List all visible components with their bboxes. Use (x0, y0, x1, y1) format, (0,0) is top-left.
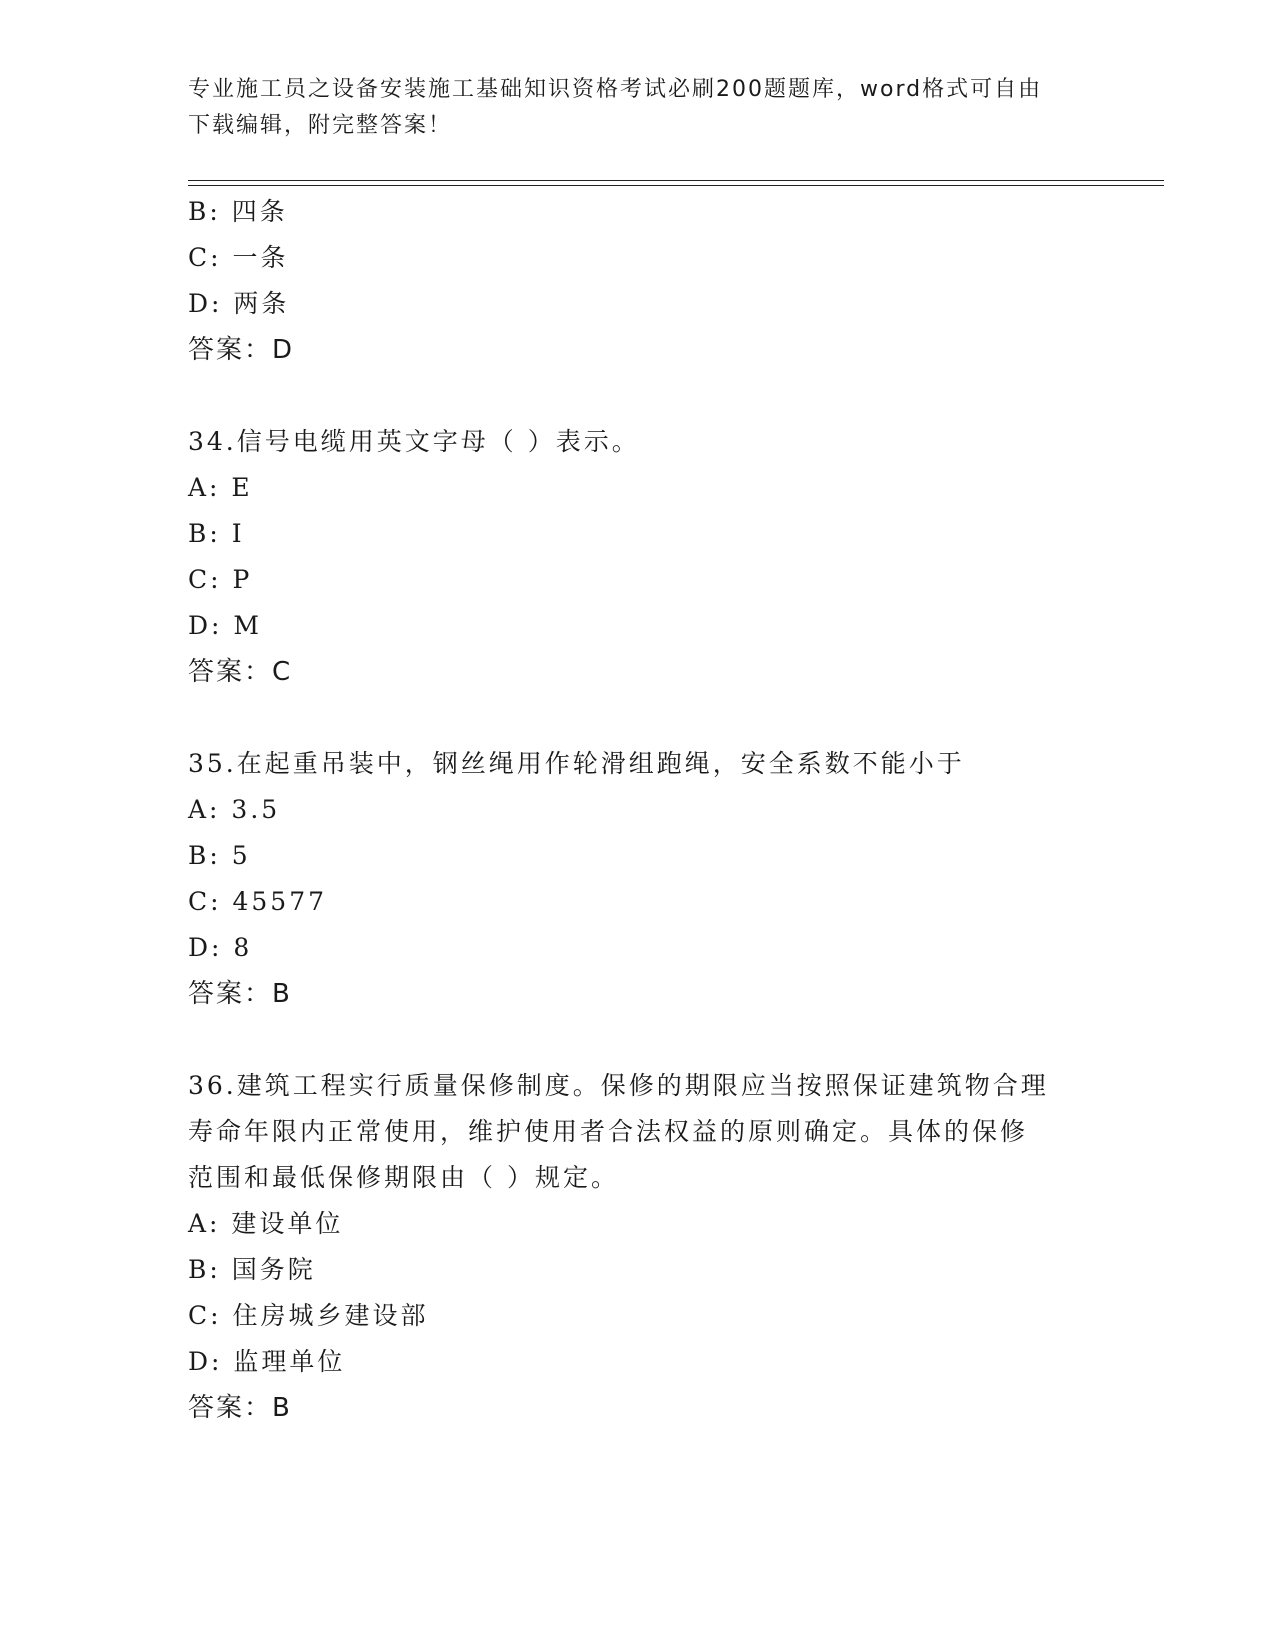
question-36 (188, 1063, 1088, 1431)
header-line-1: 专业施工员之设备安装施工基础知识资格考试必刷200题题库，word格式可自由 (188, 77, 1043, 102)
question-text: 35.在起重吊装中，钢丝绳用作轮滑组跑绳，安全系数不能小于 (188, 749, 965, 778)
spacer (188, 1017, 1088, 1063)
option-b: B: I (188, 519, 245, 548)
question-34 (188, 419, 1088, 695)
option-a: A: 3.5 (188, 795, 281, 824)
question-text: 36.建筑工程实行质量保修制度。保修的期限应当按照保证建筑物合理 寿命年限内正常使用，维护使用者合法权益的原则确定。具体的保修 范围和最低保修期限由（ ）规定。 (188, 1071, 1049, 1192)
option-d: D: M (188, 611, 263, 640)
answer-label: 答案：D (188, 335, 295, 365)
document-header (188, 72, 1088, 144)
option-c: C: 一条 (188, 243, 289, 272)
prev-question-block (188, 189, 1088, 373)
spacer (188, 373, 1088, 419)
option-b: B: 四条 (188, 197, 288, 226)
question-content (188, 189, 1088, 1431)
option-a: A: 建设单位 (188, 1209, 344, 1238)
header-rule-bottom (188, 185, 1164, 186)
option-c: C: 住房城乡建设部 (188, 1301, 429, 1330)
option-d: D: 两条 (188, 289, 290, 318)
option-d: D: 8 (188, 933, 253, 962)
option-c: C: 45577 (188, 887, 328, 916)
answer-label: 答案：B (188, 1393, 292, 1423)
question-35 (188, 741, 1088, 1017)
header-line-2: 下载编辑，附完整答案！ (188, 113, 453, 138)
option-b: B: 5 (188, 841, 251, 870)
option-d: D: 监理单位 (188, 1347, 346, 1376)
question-text: 34.信号电缆用英文字母（ ）表示。 (188, 427, 640, 456)
answer-label: 答案：C (188, 657, 293, 687)
answer-label: 答案：B (188, 979, 292, 1009)
option-c: C: P (188, 565, 253, 594)
option-b: B: 国务院 (188, 1255, 316, 1284)
header-rule-top (188, 180, 1164, 181)
option-a: A: E (188, 473, 253, 502)
spacer (188, 695, 1088, 741)
